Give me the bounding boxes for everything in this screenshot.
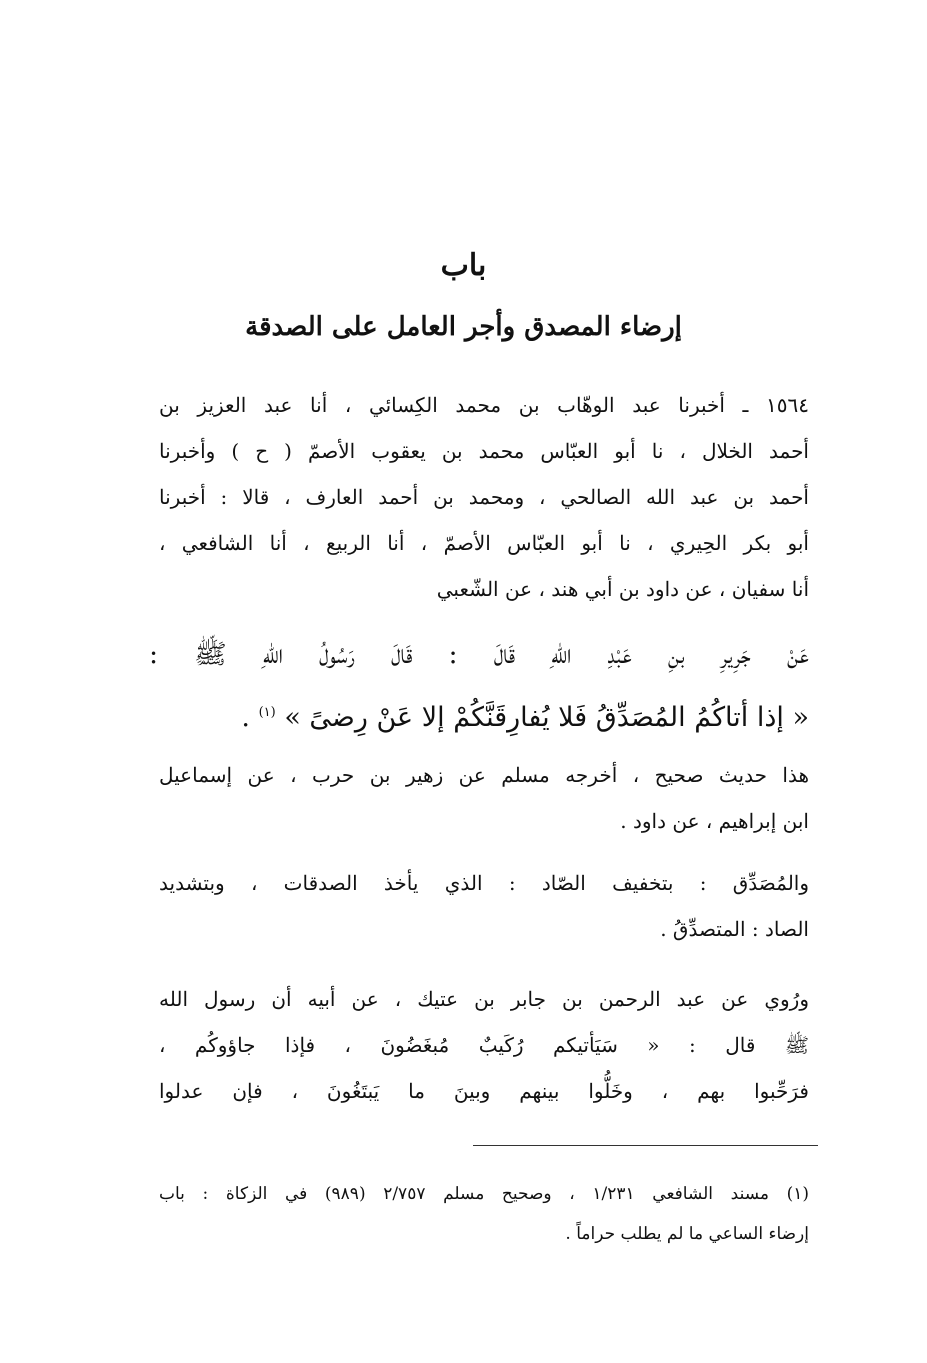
isnad-line: أبو بكر الحِيري ، نا أبو العبّاس الأصمّ ، أنا الربيع ، أنا الشافعي ، <box>159 531 809 555</box>
grading-line: هذا حديث صحيح ، أخرجه مسلم عن زهير بن حرب ، عن إسماعيل <box>159 763 809 787</box>
footnote-divider <box>473 1145 818 1146</box>
footnote-line: (١) مسند الشافعي ١/٢٣١ ، وصحيح مسلم ٢/٧٥٧ (٩٨٩) في الزكاة : باب <box>159 1184 809 1204</box>
footnote <box>159 1174 809 1254</box>
explanation-line: الصاد : المتصدِّقُ . <box>660 917 809 941</box>
chapter-label: باب <box>440 248 487 283</box>
chapter-title: إرضاء المصدق وأجر العامل على الصدقة <box>245 312 682 342</box>
isnad-paragraph <box>159 382 809 612</box>
hadith-line-2 <box>149 684 809 742</box>
grading-paragraph <box>159 752 809 844</box>
hadith-line-text: « إذا أتاكُمُ المُصَدِّقُ فَلا يُفارِقَنَّكُمْ إلا عَنْ رِضىً » <box>284 702 809 733</box>
isnad-line: ١٥٦٤ ـ أخبرنا عبد الوهّاب بن محمد الكِسائي ، أنا عبد العزيز بن <box>159 393 809 417</box>
footnote-line: إرضاء الساعي ما لم يطلب حراماً . <box>565 1224 809 1244</box>
explanation-line: والمُصَدِّق : بتخفيف الصّاد : الذي يأخذ الصدقات ، وبتشديد <box>159 871 809 895</box>
narration-line: ورُوي عن عبد الرحمن بن جابر بن عتيك ، عن أبيه أن رسول الله <box>159 987 809 1011</box>
isnad-line: أحمد بن عبد الله الصالحي ، ومحمد بن أحمد العارف ، قالا : أخبرنا <box>159 485 809 509</box>
grading-line: ابن إبراهيم ، عن داود . <box>620 809 809 833</box>
narration-line: ﷺ قال : « سَيَأتيكم رُكَيبٌ مُبغَضُونَ ، فإذا جاؤوكُم ، <box>159 1033 809 1057</box>
narration-paragraph <box>159 976 809 1114</box>
hadith-text <box>149 626 809 742</box>
hadith-end-mark: . <box>241 702 250 733</box>
isnad-line: أحمد الخلال ، نا أبو العبّاس محمد بن يعقوب الأصمّ ( ح ) وأخبرنا <box>159 439 809 463</box>
explanation-paragraph <box>159 860 809 952</box>
footnote-marker: (١) <box>258 705 276 720</box>
narration-line: فرَحِّبوا بهم ، وخَلُّوا بينهم وبينَ ما يَبتَغُونَ ، فإن عدلوا <box>159 1079 809 1103</box>
isnad-line: أنا سفيان ، عن داود بن أبي هند ، عن الشّعبي <box>436 577 809 601</box>
hadith-line: عَنْ جَرِيرِ بنِ عَبْدِ اللهِ قَالَ : قَالَ رَسُولُ اللهِ ﷺ : <box>149 639 809 670</box>
